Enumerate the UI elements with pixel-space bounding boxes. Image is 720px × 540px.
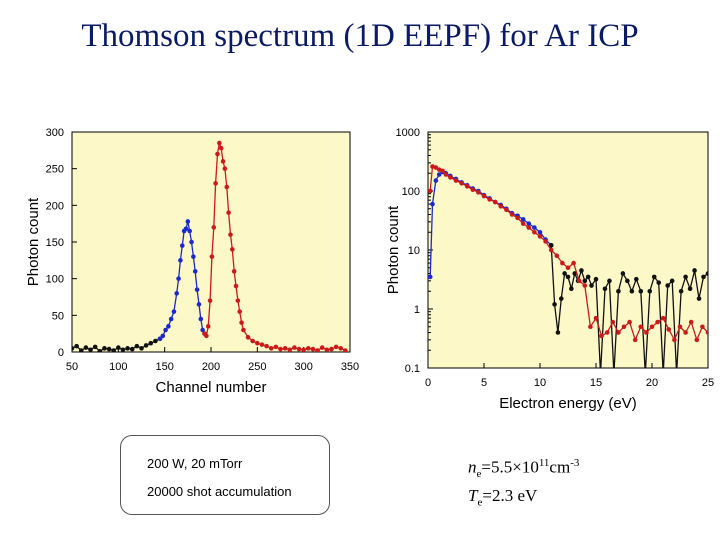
data-point-red [588,324,593,329]
data-point-red [627,320,632,325]
y-tick-label: 300 [45,127,64,139]
data-point-red [695,338,700,343]
data-point-red [215,152,220,157]
x-tick-label: 10 [533,377,547,389]
data-point-black [697,296,702,301]
data-point-black [665,283,670,288]
data-point-black [594,277,599,282]
data-point-black [630,289,635,294]
data-point-black [639,289,644,294]
data-point-black [607,279,612,284]
y-tick-label: 1 [413,304,420,316]
data-point-red [260,342,265,347]
y-tick-label: 100 [45,273,64,286]
data-point-black [107,347,112,352]
data-point-red [334,345,339,350]
y-tick-label: 0.1 [404,363,420,375]
data-point-red [250,339,255,344]
data-point-blue [172,309,177,314]
data-point-red [274,345,279,350]
electron-temperature: $T_e=2.3$ eV [468,486,538,509]
data-point-red [476,190,481,195]
data-point-red [204,334,209,339]
data-point-blue [187,229,192,234]
y-axis-label: Photon count [25,197,42,287]
data-point-red [560,261,565,266]
data-point-red [448,175,453,180]
data-point-red [482,194,487,199]
data-point-red [510,212,515,217]
data-point-red [493,200,498,205]
data-point-red [237,309,242,314]
y-tick-label: 1000 [395,127,420,139]
data-point-red [471,187,476,192]
data-point-red [555,253,560,258]
data-point-red [521,221,526,226]
data-point-red [672,338,677,343]
data-point-blue [191,254,196,259]
data-point-black [706,271,711,276]
data-point-red [269,346,274,351]
data-point-red [504,208,509,213]
data-point-blue [180,243,185,248]
x-tick-label: 200 [201,361,221,373]
x-tick-label: 20 [645,377,659,389]
data-point-red [211,225,216,230]
data-point-red [206,324,211,329]
x-tick-label: 50 [65,361,79,373]
data-point-red [487,197,492,202]
data-point-black [625,279,630,284]
data-point-red [667,327,672,332]
data-point-red [683,330,688,335]
data-point-black [583,279,588,284]
data-point-blue [166,324,171,329]
data-point-red [700,324,705,329]
page-title: Thomson spectrum (1D EEPF) for Ar ICP [81,18,639,54]
x-tick-label: 25 [701,377,715,389]
data-point-black [569,286,574,291]
x-tick-label: 150 [155,361,174,373]
conditions-shot-count: 20000 shot accumulation [147,484,292,499]
data-point-black [93,345,98,350]
data-point-red [499,204,504,209]
data-point-red [264,344,269,349]
electron-density: $n_e=5.5\times 10^{11}cm^{-3}$ [468,457,580,481]
data-point-red [217,141,222,146]
data-point-black [74,344,79,349]
data-point-black [603,286,608,291]
data-point-black [116,345,121,350]
data-point-black [647,289,652,294]
data-point-red [428,189,433,194]
data-point-blue [532,225,537,230]
data-point-blue [178,258,183,263]
data-point-red [224,185,229,190]
y-tick-label: 50 [51,310,64,323]
data-point-black [656,280,661,285]
data-point-black [674,371,679,376]
data-point-red [292,345,297,350]
plasma-parameters [468,452,628,513]
data-point-black [579,268,584,273]
data-point-black [621,271,626,276]
data-point-black [148,341,153,346]
data-point-black [84,345,89,350]
data-point-black [661,371,666,376]
x-tick-label: 15 [589,377,603,389]
y-tick-label: 10 [407,245,420,257]
data-point-blue [189,240,194,245]
data-point-red [655,320,660,325]
x-tick-label: 350 [340,361,360,373]
data-point-red [549,248,554,253]
data-point-black [135,344,140,349]
data-point-red [532,230,537,235]
data-point-blue [174,291,179,296]
data-point-red [325,348,330,353]
data-point-black [688,286,693,291]
y-tick-label: 250 [45,163,64,176]
data-point-red [459,181,464,186]
data-point-red [599,334,604,339]
data-point-red [543,239,548,244]
data-point-red [239,320,244,325]
y-axis-label: Photon count [385,205,402,295]
data-point-red [678,324,683,329]
data-point-red [255,341,260,346]
x-tick-label: 100 [109,361,128,373]
data-point-black [552,302,557,307]
data-point-red [246,335,251,340]
data-point-black [139,346,144,351]
y-tick-label: 150 [45,237,64,249]
conditions-power-pressure: 200 W, 20 mTorr [147,456,243,471]
data-point-blue [186,219,191,224]
data-point-black [559,296,564,301]
plot-area [72,132,350,352]
data-point-red [208,298,213,303]
data-point-red [320,345,325,350]
data-point-red [219,146,224,151]
data-point-blue [193,269,198,274]
data-point-red [594,316,599,321]
data-point-red [639,324,644,329]
data-point-red [228,232,233,237]
data-point-blue [197,302,202,307]
data-point-black [88,348,93,353]
data-point-blue [163,328,168,333]
data-point-red [301,348,306,353]
data-point-red [706,330,711,335]
data-point-red [213,181,218,186]
data-point-red [329,347,334,352]
y-tick-label: 200 [45,200,64,213]
data-point-black [566,275,571,280]
data-point-black [70,346,75,351]
data-point-blue [169,317,174,322]
data-point-red [689,320,694,325]
data-point-black [130,347,135,352]
data-point-red [226,210,231,215]
data-point-black [153,339,158,344]
data-point-black [144,343,149,348]
data-point-red [644,330,649,335]
data-point-red [611,320,616,325]
x-tick-label: 300 [294,361,313,373]
data-point-red [616,330,621,335]
data-point-black [98,349,103,354]
data-point-red [241,328,246,333]
data-point-red [223,166,228,171]
data-point-black [562,271,567,276]
data-point-black [616,289,621,294]
data-point-red [527,225,532,230]
data-point-black [125,346,130,351]
data-point-red [538,234,543,239]
data-point-blue [195,287,200,292]
data-point-red [633,338,638,343]
data-point-black [586,275,591,280]
data-point-black [556,330,561,335]
data-point-black [589,283,594,288]
data-point-black [598,371,603,376]
data-point-red [465,184,470,189]
data-point-blue [430,202,435,207]
data-point-red [661,316,666,321]
data-point-red [221,159,226,164]
data-point-red [232,269,237,274]
x-tick-label: 5 [480,377,488,389]
data-point-red [297,347,302,352]
data-point-blue [538,230,543,235]
data-point-black [679,289,684,294]
x-tick-label: 250 [248,361,267,373]
data-point-red [571,261,576,266]
data-point-red [278,347,283,352]
data-point-blue [199,317,204,322]
data-point-black [102,346,107,351]
data-point-black [652,275,657,280]
conditions-box [120,435,330,515]
x-tick-label: 0 [424,377,432,389]
data-point-red [306,346,311,351]
data-point-red [210,254,215,259]
data-point-blue [521,217,526,222]
data-point-blue [527,221,532,226]
data-point-red [454,178,459,183]
data-point-red [283,346,288,351]
data-point-black [612,371,617,376]
data-point-black [692,268,697,273]
y-tick-label: 0 [57,347,64,359]
data-point-black [634,277,639,282]
data-point-black [643,371,648,376]
data-point-red [338,346,343,351]
data-point-blue [428,275,433,280]
data-point-red [236,298,241,303]
data-point-red [444,172,449,177]
data-point-red [605,330,610,335]
channel-spectrum-chart [0,118,360,408]
data-point-red [234,284,239,289]
data-point-red [440,168,445,173]
energy-eepf-chart [360,118,720,418]
data-point-red [577,279,582,284]
plot-area [428,132,708,368]
data-point-black [683,275,688,280]
data-point-red [566,265,571,270]
x-axis-label: Channel number [155,379,267,396]
data-point-black [701,275,706,280]
data-point-red [287,348,292,353]
y-tick-label: 100 [401,186,420,198]
data-point-red [230,247,235,252]
data-point-black [670,279,675,284]
data-point-red [583,283,588,288]
data-point-red [311,347,316,352]
data-point-blue [161,334,166,339]
data-point-red [515,216,520,221]
data-point-black [121,348,126,353]
data-point-red [622,324,627,329]
x-axis-label: Electron energy (eV) [499,395,637,412]
data-point-blue [176,276,181,281]
data-point-red [650,324,655,329]
data-point-blue [434,178,439,183]
